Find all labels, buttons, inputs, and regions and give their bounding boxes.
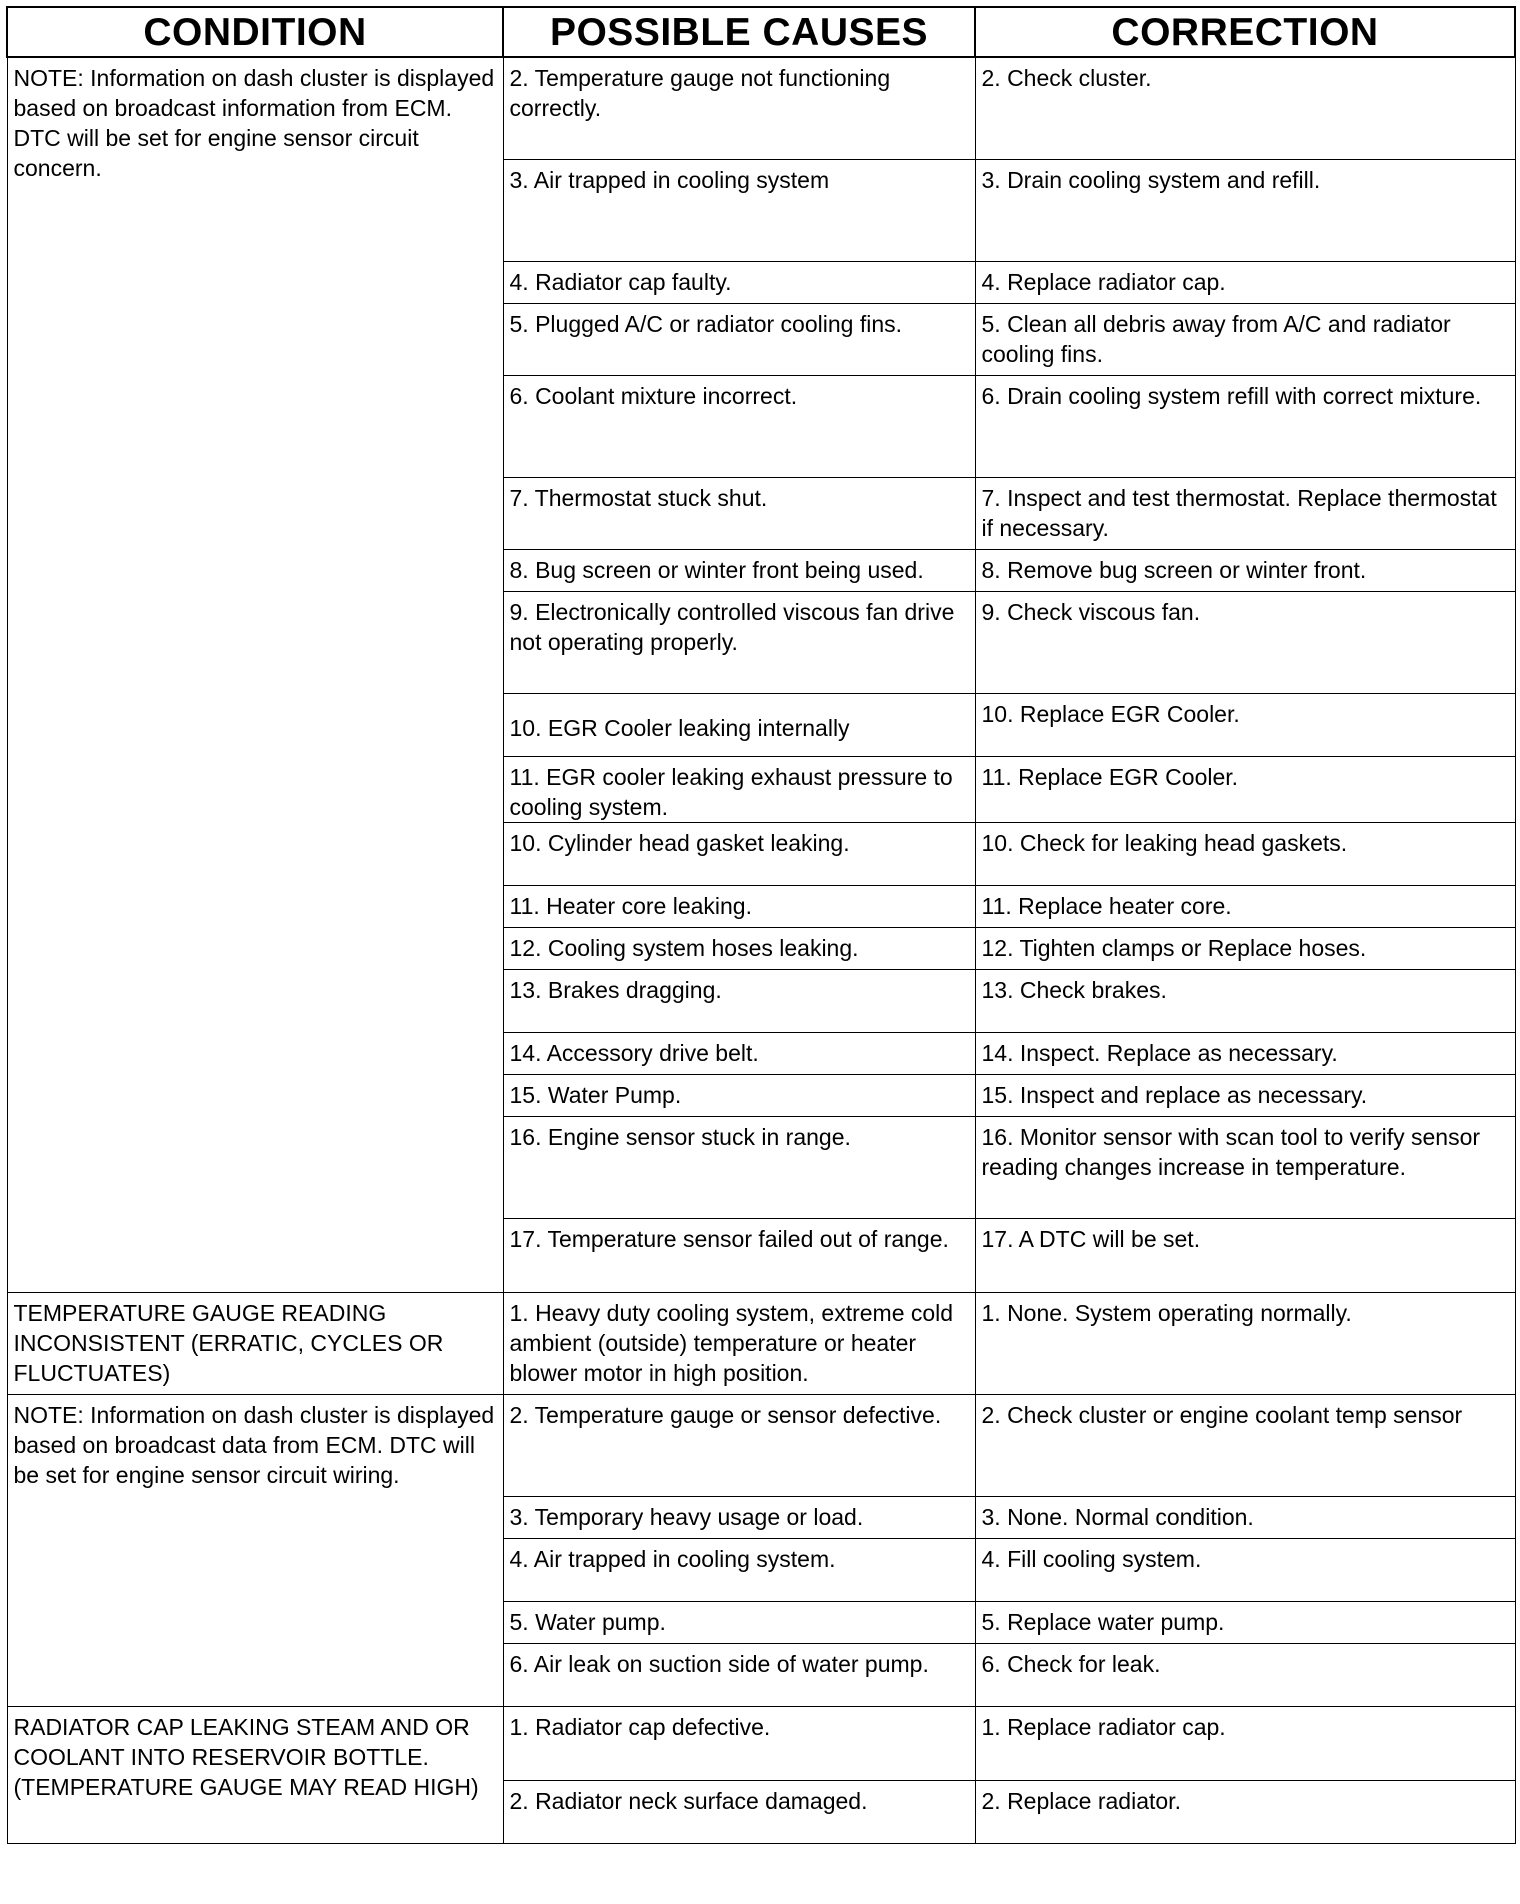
correction-cell: 6. Check for leak. [975, 1644, 1515, 1707]
cause-cell: 11. Heater core leaking. [503, 886, 975, 928]
cause-cell: 14. Accessory drive belt. [503, 1033, 975, 1075]
header-correction: CORRECTION [975, 7, 1515, 57]
cause-cell: 2. Temperature gauge or sensor defective. [503, 1395, 975, 1497]
table-row [7, 1293, 1515, 1395]
correction-cell: 3. None. Normal condition. [975, 1497, 1515, 1539]
cause-cell: 11. EGR cooler leaking exhaust pressure to cooling system. [503, 757, 975, 823]
correction-cell: 4. Fill cooling system. [975, 1539, 1515, 1602]
table-row [7, 1707, 1515, 1781]
correction-cell: 1. Replace radiator cap. [975, 1707, 1515, 1781]
correction-cell: 5. Replace water pump. [975, 1602, 1515, 1644]
correction-cell: 11. Replace EGR Cooler. [975, 757, 1515, 823]
correction-cell: 16. Monitor sensor with scan tool to verify sensor reading changes increase in temperature. [975, 1117, 1515, 1219]
cause-cell: 15. Water Pump. [503, 1075, 975, 1117]
header-condition: CONDITION [7, 7, 503, 57]
condition-cell: RADIATOR CAP LEAKING STEAM AND OR COOLANT INTO RESERVOIR BOTTLE. (TEMPERATURE GAUGE MAY READ HIGH) [7, 1707, 503, 1844]
correction-cell: 3. Drain cooling system and refill. [975, 160, 1515, 262]
correction-cell: 10. Replace EGR Cooler. [975, 694, 1515, 757]
cause-cell: 5. Plugged A/C or radiator cooling fins. [503, 304, 975, 376]
correction-cell: 14. Inspect. Replace as necessary. [975, 1033, 1515, 1075]
cause-cell: 3. Air trapped in cooling system [503, 160, 975, 262]
cause-cell: 13. Brakes dragging. [503, 970, 975, 1033]
cause-cell: 2. Temperature gauge not functioning correctly. [503, 57, 975, 160]
correction-cell: 2. Check cluster or engine coolant temp sensor [975, 1395, 1515, 1497]
correction-cell: 11. Replace heater core. [975, 886, 1515, 928]
cause-cell: 17. Temperature sensor failed out of range. [503, 1219, 975, 1293]
correction-cell: 7. Inspect and test thermostat. Replace thermostat if necessary. [975, 478, 1515, 550]
cause-cell: 3. Temporary heavy usage or load. [503, 1497, 975, 1539]
condition-cell: NOTE: Information on dash cluster is displayed based on broadcast data from ECM. DTC will be set for engine sensor circuit wiring. [7, 1395, 503, 1707]
cause-cell: 1. Heavy duty cooling system, extreme cold ambient (outside) temperature or heater blower motor in high position. [503, 1293, 975, 1395]
cause-cell: 9. Electronically controlled viscous fan drive not operating properly. [503, 592, 975, 694]
cause-cell: 7. Thermostat stuck shut. [503, 478, 975, 550]
correction-cell: 15. Inspect and replace as necessary. [975, 1075, 1515, 1117]
correction-cell: 5. Clean all debris away from A/C and radiator cooling fins. [975, 304, 1515, 376]
header-row [7, 7, 1515, 57]
cause-cell: 10. Cylinder head gasket leaking. [503, 823, 975, 886]
cause-cell: 16. Engine sensor stuck in range. [503, 1117, 975, 1219]
cause-cell: 6. Coolant mixture incorrect. [503, 376, 975, 478]
cause-cell: 6. Air leak on suction side of water pump. [503, 1644, 975, 1707]
table-row [7, 1395, 1515, 1497]
cause-cell: 2. Radiator neck surface damaged. [503, 1781, 975, 1844]
correction-cell: 13. Check brakes. [975, 970, 1515, 1033]
cause-cell: 8. Bug screen or winter front being used. [503, 550, 975, 592]
correction-cell: 10. Check for leaking head gaskets. [975, 823, 1515, 886]
cause-cell: 5. Water pump. [503, 1602, 975, 1644]
cause-cell: 10. EGR Cooler leaking internally [503, 694, 975, 757]
cause-cell: 1. Radiator cap defective. [503, 1707, 975, 1781]
correction-cell: 12. Tighten clamps or Replace hoses. [975, 928, 1515, 970]
correction-cell: 6. Drain cooling system refill with correct mixture. [975, 376, 1515, 478]
correction-cell: 2. Replace radiator. [975, 1781, 1515, 1844]
correction-cell: 17. A DTC will be set. [975, 1219, 1515, 1293]
correction-cell: 8. Remove bug screen or winter front. [975, 550, 1515, 592]
condition-cell: NOTE: Information on dash cluster is displayed based on broadcast information from ECM. DTC will be set for engine sensor circuit concern. [7, 57, 503, 1293]
cause-cell: 4. Air trapped in cooling system. [503, 1539, 975, 1602]
diagnosis-table [6, 6, 1516, 1844]
correction-cell: 9. Check viscous fan. [975, 592, 1515, 694]
header-possible-causes: POSSIBLE CAUSES [503, 7, 975, 57]
correction-cell: 2. Check cluster. [975, 57, 1515, 160]
correction-cell: 4. Replace radiator cap. [975, 262, 1515, 304]
cause-cell: 4. Radiator cap faulty. [503, 262, 975, 304]
table-row [7, 57, 1515, 160]
correction-cell: 1. None. System operating normally. [975, 1293, 1515, 1395]
condition-cell: TEMPERATURE GAUGE READING INCONSISTENT (ERRATIC, CYCLES OR FLUCTUATES) [7, 1293, 503, 1395]
cause-cell: 12. Cooling system hoses leaking. [503, 928, 975, 970]
